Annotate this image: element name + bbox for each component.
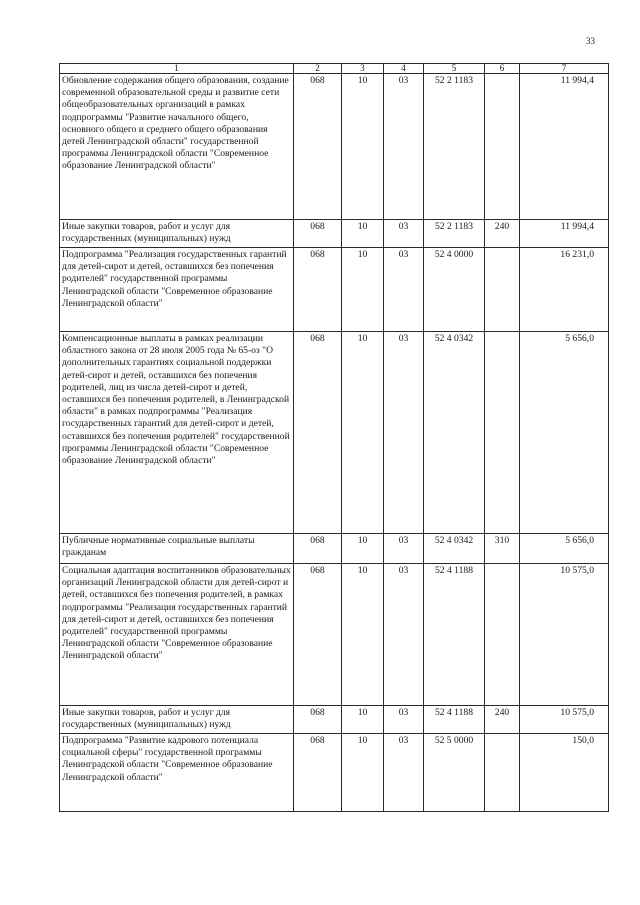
cell-amount: 10 575,0 (520, 564, 609, 706)
row-name: Подпрограмма "Реализация государственных гарантий для детей-сирот и детей, оставшихся без попечения родителей" государственной программы Ленинградской области "Современное образование Ленинградской области" (60, 248, 294, 332)
row-name: Обновление содержания общего образования, создание современной образовательной среды и развитие сети общеобразовательных организаций в рамках подпрограммы "Развитие начального общего, основного общего и среднего общего образования детей Ленинградской области" государственной программы Ленинградской области "Современное образование Ленинградской области" (60, 74, 294, 220)
row-name: Иные закупки товаров, работ и услуг для государственных (муниципальных) нужд (60, 706, 294, 734)
cell-amount: 11 994,4 (520, 74, 609, 220)
cell-subsection: 03 (384, 74, 424, 220)
cell-section: 10 (342, 534, 384, 564)
cell-target-article: 52 4 1188 (424, 564, 485, 706)
cell-ministry-code: 068 (294, 74, 342, 220)
cell-target-article: 52 2 1183 (424, 220, 485, 248)
table-row (60, 564, 609, 706)
cell-expense-type (485, 734, 520, 812)
cell-section: 10 (342, 706, 384, 734)
cell-subsection: 03 (384, 248, 424, 332)
budget-table (59, 63, 609, 812)
table-row (60, 734, 609, 812)
cell-section: 10 (342, 332, 384, 534)
cell-subsection: 03 (384, 734, 424, 812)
cell-expense-type: 310 (485, 534, 520, 564)
cell-expense-type: 240 (485, 220, 520, 248)
cell-amount: 16 231,0 (520, 248, 609, 332)
cell-section: 10 (342, 734, 384, 812)
row-name: Социальная адаптация воспитанников образовательных организаций Ленинградской области для детей-сирот и детей, оставшихся без попечения родителей, в рамках подпрограммы "Реализация государственных гарантий для детей-сирот и детей, оставшихся без попечения родителей" государственной программы Ленинградской области "Современное образование Ленинградской области" (60, 564, 294, 706)
table-row (60, 332, 609, 534)
cell-ministry-code: 068 (294, 734, 342, 812)
row-name: Публичные нормативные социальные выплаты гражданам (60, 534, 294, 564)
cell-target-article: 52 5 0000 (424, 734, 485, 812)
cell-expense-type (485, 74, 520, 220)
cell-subsection: 03 (384, 534, 424, 564)
table-row (60, 248, 609, 332)
table-header-row (60, 64, 609, 74)
cell-subsection: 03 (384, 220, 424, 248)
cell-ministry-code: 068 (294, 220, 342, 248)
page-number: 33 (586, 36, 595, 46)
row-name: Подпрограмма "Развитие кадрового потенциала социальной сферы" государственной программы Ленинградской области "Современное образование Ленинградской области" (60, 734, 294, 812)
cell-subsection: 03 (384, 706, 424, 734)
table-row (60, 534, 609, 564)
cell-amount: 10 575,0 (520, 706, 609, 734)
cell-ministry-code: 068 (294, 534, 342, 564)
table-row (60, 74, 609, 220)
cell-expense-type (485, 564, 520, 706)
table-row (60, 220, 609, 248)
column-header: 5 (424, 64, 485, 74)
cell-section: 10 (342, 248, 384, 332)
cell-ministry-code: 068 (294, 332, 342, 534)
cell-amount: 150,0 (520, 734, 609, 812)
cell-subsection: 03 (384, 332, 424, 534)
cell-target-article: 52 4 1188 (424, 706, 485, 734)
column-header: 1 (60, 64, 294, 74)
cell-expense-type (485, 332, 520, 534)
row-name: Компенсационные выплаты в рамках реализации областного закона от 28 июля 2005 года № 65-оз "О дополнительных гарантиях социальной поддержки детей-сирот и детей, оставшихся без попечения родителей, лиц из числа детей-сирот и детей, оставшихся без попечения родителей, в Ленинградской области" в рамках подпрограммы "Реализация государственных гарантий для детей-сирот и детей, оставшихся без попечения родителей" государственной программы Ленинградской области "Современное образование Ленинградской области" (60, 332, 294, 534)
column-header: 7 (520, 64, 609, 74)
cell-amount: 5 656,0 (520, 332, 609, 534)
column-header: 6 (485, 64, 520, 74)
cell-target-article: 52 4 0342 (424, 534, 485, 564)
cell-section: 10 (342, 74, 384, 220)
column-header: 4 (384, 64, 424, 74)
cell-ministry-code: 068 (294, 564, 342, 706)
column-header: 3 (342, 64, 384, 74)
cell-section: 10 (342, 564, 384, 706)
cell-amount: 5 656,0 (520, 534, 609, 564)
cell-expense-type: 240 (485, 706, 520, 734)
cell-expense-type (485, 248, 520, 332)
table-row (60, 706, 609, 734)
cell-section: 10 (342, 220, 384, 248)
cell-target-article: 52 4 0342 (424, 332, 485, 534)
cell-target-article: 52 4 0000 (424, 248, 485, 332)
row-name: Иные закупки товаров, работ и услуг для государственных (муниципальных) нужд (60, 220, 294, 248)
cell-target-article: 52 2 1183 (424, 74, 485, 220)
column-header: 2 (294, 64, 342, 74)
cell-subsection: 03 (384, 564, 424, 706)
cell-amount: 11 994,4 (520, 220, 609, 248)
cell-ministry-code: 068 (294, 248, 342, 332)
cell-ministry-code: 068 (294, 706, 342, 734)
